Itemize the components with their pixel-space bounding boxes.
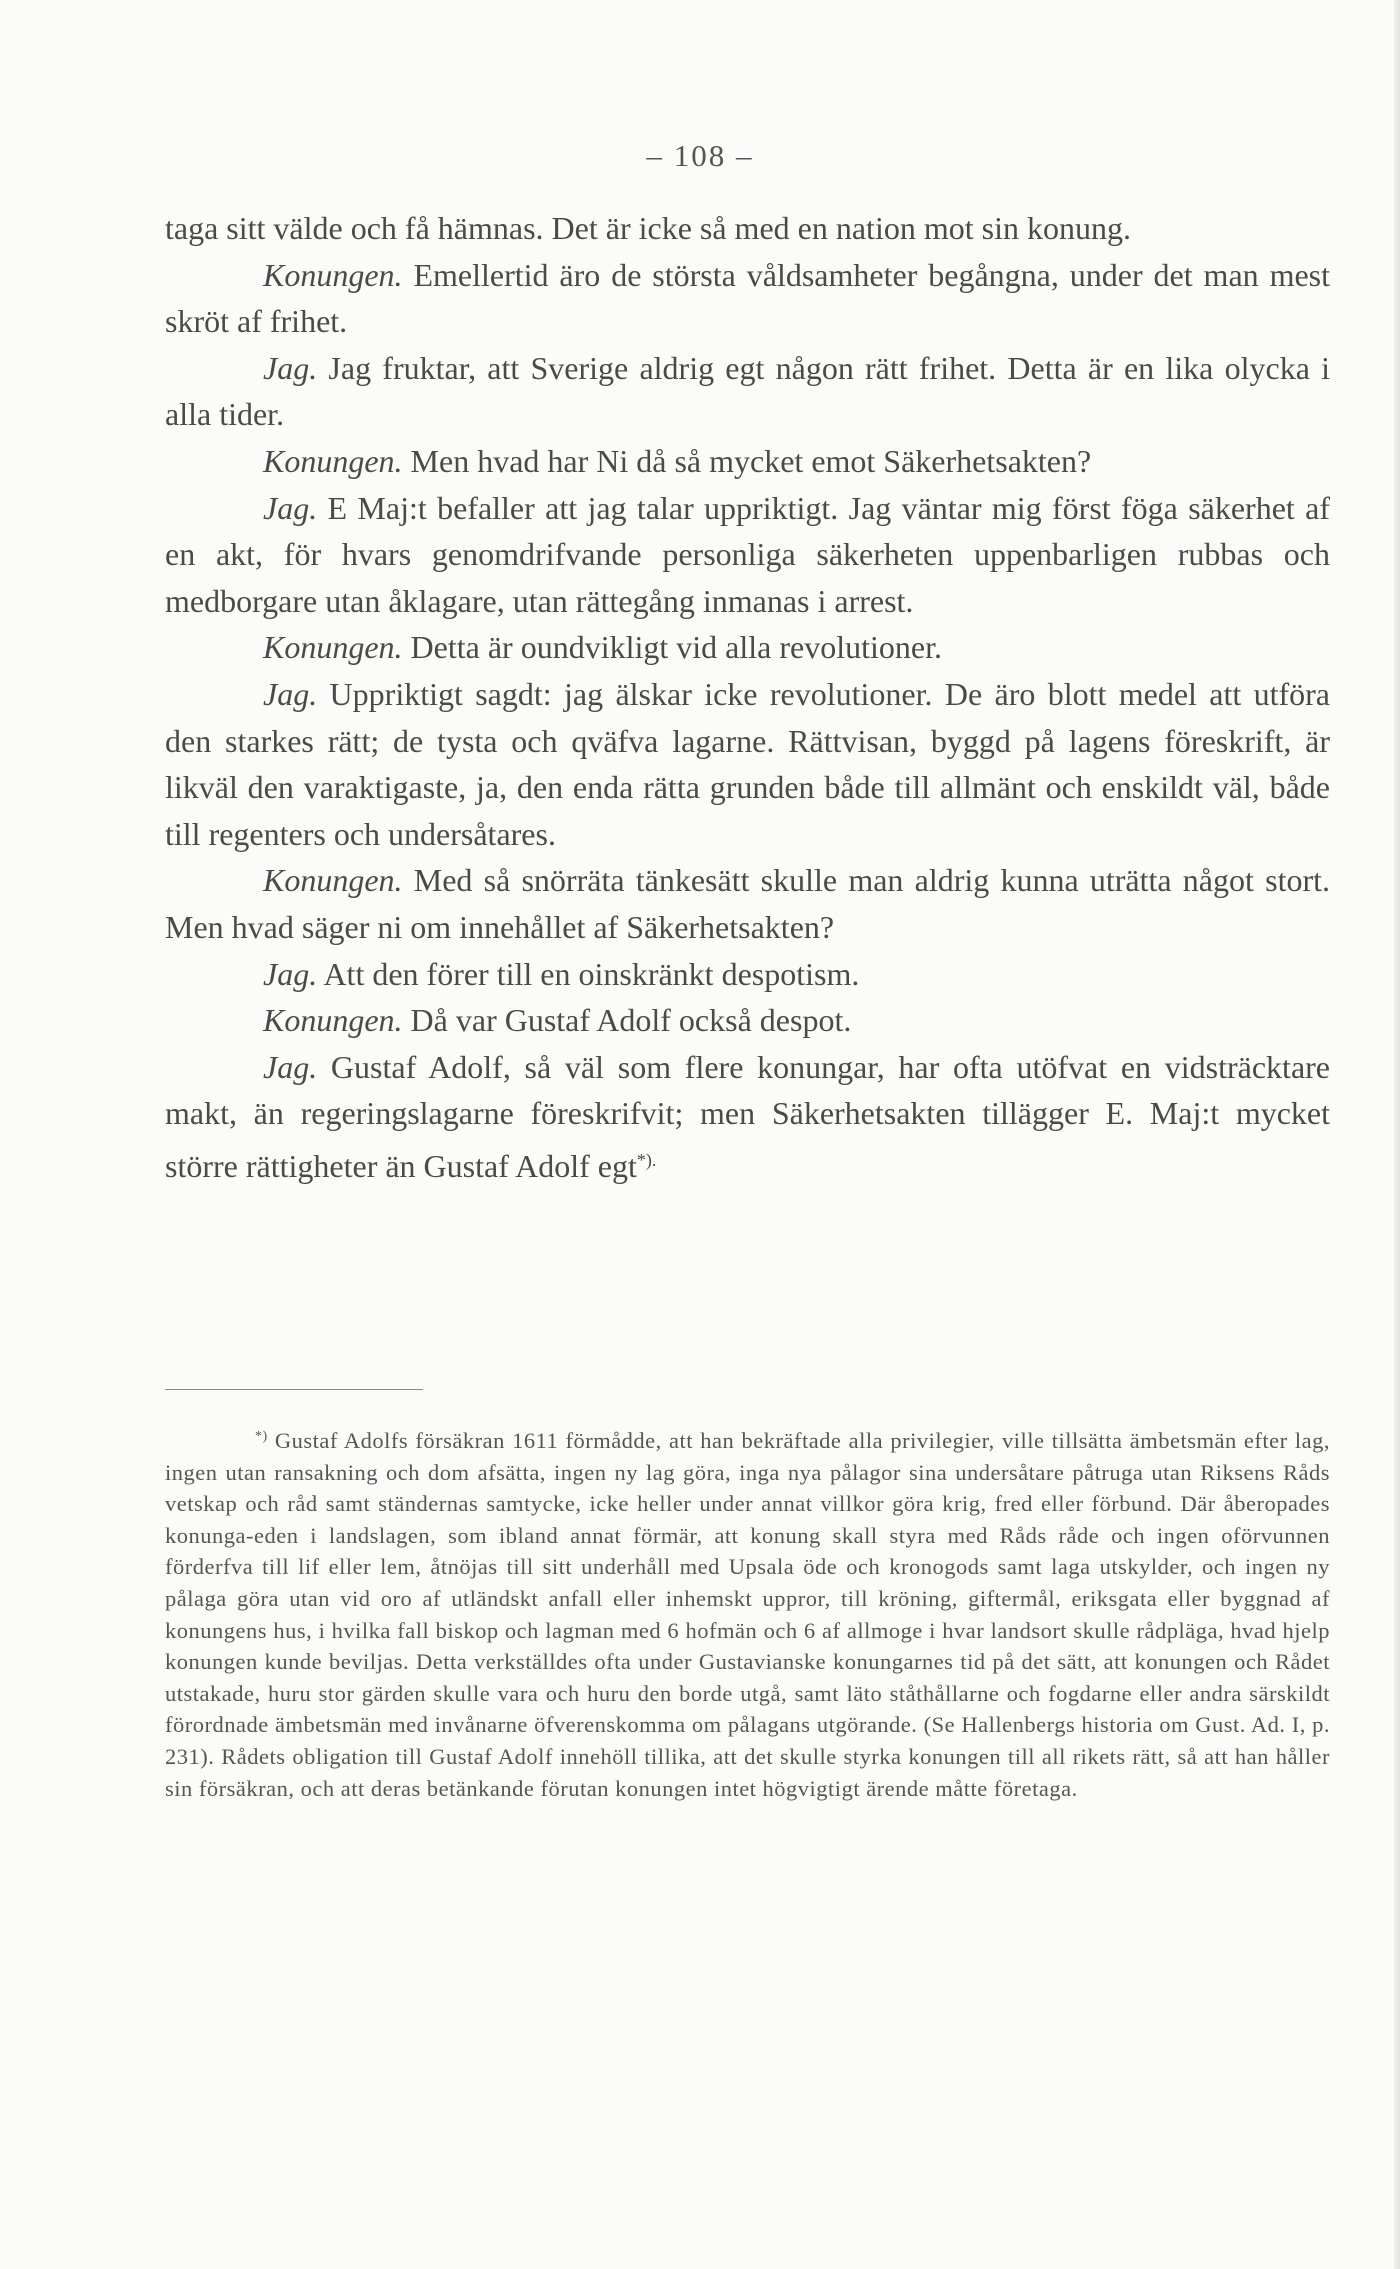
paragraph-text: Uppriktigt sagdt: jag älskar icke revolutioner. De äro blott medel att utföra den starkes rätt; de tysta och qväfva lagarne. Rättvisan, byggd på lagens föreskrift, är likväl den varaktigaste, ja, den enda rätta grunden både till allmänt och enskildt väl, både till regenters och undersåtares. (165, 675, 1330, 852)
speaker-name: Konungen. (263, 629, 403, 666)
paragraph-text: taga sitt välde och få hämnas. Det är icke så med en nation mot sin konung. (165, 210, 1131, 246)
paragraph (165, 205, 1330, 252)
paragraph-text: Detta är oundvikligt vid alla revolutioner. (402, 629, 942, 666)
footnote-reference: *). (636, 1149, 657, 1170)
paragraph-text: Men hvad har Ni då så mycket emot Säkerhetsakten? (402, 442, 1092, 479)
paragraph (165, 345, 1330, 438)
paragraph-text: E Maj:t befaller att jag talar uppriktigt. Jag väntar mig först föga säkerhet af en akt, för hvars genomdrifvande personliga säkerheten uppenbarligen rubbas och medborgare utan åklagare, utan rättegång inmanas i arrest. (165, 489, 1330, 619)
paragraph-text: Emellertid äro de största våldsamheter begångna, under det man mest skröt af frihet. (165, 256, 1330, 340)
paragraph (165, 997, 1330, 1044)
paragraph (165, 624, 1330, 671)
paragraph-text: Jag fruktar, att Sverige aldrig egt någon rätt frihet. Detta är en lika olycka i alla tider. (165, 349, 1330, 433)
paragraph (165, 438, 1330, 485)
speaker-name: Jag. (263, 349, 318, 386)
speaker-name: Konungen. (263, 442, 403, 479)
footnote-marker: *) (255, 1429, 268, 1444)
speaker-name: Jag. (263, 955, 318, 992)
speaker-name: Konungen. (263, 1002, 403, 1039)
paragraph (165, 857, 1330, 950)
paragraph (165, 252, 1330, 345)
paragraph-text: Gustaf Adolf, så väl som flere konungar, har ofta utöfvat en vidsträcktare makt, än regeringslagarne föreskrifvit; men Säkerhetsakten tillägger E. Maj:t mycket större rättigheter än Gustaf Adolf egt (165, 1048, 1330, 1184)
paragraph (165, 485, 1330, 625)
paragraph-text: Med så snörräta tänkesätt skulle man aldrig kunna uträtta något stort. Men hvad säger ni om innehållet af Säkerhetsakten? (165, 862, 1330, 945)
paragraph (165, 671, 1330, 857)
speaker-name: Jag. (263, 489, 318, 526)
paragraph-text: Att den förer till en oinskränkt despotism. (317, 955, 860, 992)
footnote-text: Gustaf Adolfs försäkran 1611 förmådde, att han bekräftade alla privilegier, ville tillsätta ämbetsmän efter lag, ingen utan ransakning och dom afsätta, ingen ny lag göra, inga nya pålagor sina undersåtare påtruga utan Riksens Råds vetskap och råd samt ständernas samtycke, icke heller under annat villkor göra krig, fred eller förbund. Där åberopades konunga-eden i landslagen, som ibland annat förmär, att konung skall styra med Råds råde och ingen oförvunnen förderfva till lif eller lem, åtnöjas till sitt underhåll med Upsala öde och kronogods samt laga utskylder, och ingen ny pålaga göra utan vid oro af utländskt anfall eller inhemskt uppror, till kröning, giftermål, eriksgata eller byggnad af konungens hus, i hvilka fall biskop och lagman med 6 hofmän och 6 af allmoge i hvar landsort skulle rådpläga, hvad hjelp konungen kunde beviljas. Detta verkställdes ofta under Gustavianske konungarnes tid på det sätt, att konungen och Rådet utstakade, huru stor gärden skulle vara och huru den borde utgå, samt läto ståthållarne och fogdarne eller andra särskildt förordnade ämbetsmän med invånarne öfverenskomma om pålagans utgörande. (Se Hallenbergs historia om Gust. Ad. I, p. 231). Rådets obligation till Gustaf Adolf innehöll tillika, att det skulle styrka konungen till all rikets rätt, så att han håller sin försäkran, och att deras betänkande förutan konungen intet högvigtigt ärende måtte företaga. (165, 1428, 1330, 1801)
paragraph (165, 951, 1330, 998)
footnote-divider (165, 1389, 423, 1390)
speaker-name: Konungen. (263, 862, 403, 899)
footnote (165, 1421, 1330, 1804)
page-edge (1394, 0, 1400, 2269)
paragraph-text: Då var Gustaf Adolf också despot. (402, 1002, 852, 1039)
page-number: – 108 – (646, 138, 754, 173)
main-text (165, 205, 1330, 1189)
speaker-name: Jag. (263, 675, 318, 712)
paragraph (165, 1044, 1330, 1190)
speaker-name: Jag. (263, 1048, 318, 1085)
speaker-name: Konungen. (263, 256, 403, 293)
